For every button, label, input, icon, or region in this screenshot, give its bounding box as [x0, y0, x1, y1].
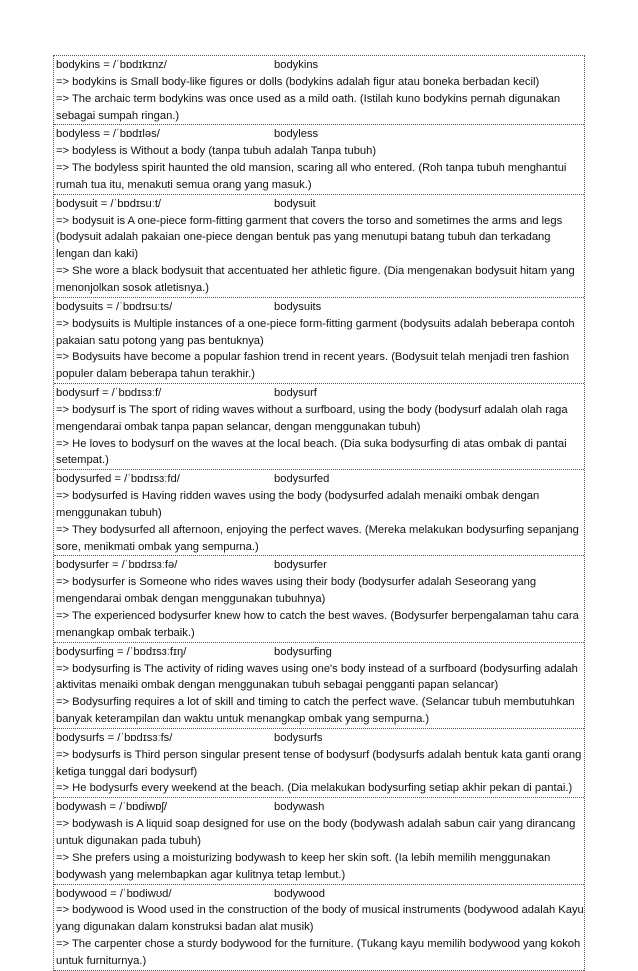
entry-pronunciation: bodysurfing = /ˈbɒdɪsɜːfɪŋ/ — [56, 645, 187, 658]
entry-pronunciation: bodyless = /ˈbɒdɪləs/ — [56, 128, 160, 141]
entry-pronunciation: bodywash = /ˈbɒdiwɒʃ/ — [56, 801, 168, 814]
entry-example: => They bodysurfed all afternoon, enjoying the perfect waves. (Mereka melakukan bodysurfing sepanjang sore, menikmati ombak yang sempurna.) — [56, 523, 579, 553]
entry-word: bodysuits — [274, 300, 322, 313]
entry-pronunciation: bodywood = /ˈbɒdiwʊd/ — [56, 887, 172, 900]
entry-headline — [56, 471, 584, 488]
dictionary-entry — [54, 556, 584, 642]
entry-definition: => bodykins is Small body-like figures or dolls (bodykins adalah figur atau boneka berbadan kecil) — [56, 75, 540, 88]
entry-definition: => bodywood is Wood used in the construction of the body of musical instruments (bodywood adalah Kayu yang digunakan dalam konstruksi badan alat musik) — [56, 904, 584, 934]
dictionary-entry — [54, 298, 584, 384]
entry-definition: => bodysuits is Multiple instances of a one-piece form-fitting garment (bodysuits adalah beberapa contoh pakaian satu potong yang pas bentuknya) — [56, 317, 575, 347]
entry-headline — [56, 196, 584, 213]
entry-example: => He loves to bodysurf on the waves at the local beach. (Dia suka bodysurfing di atas ombak di pantai setempat.) — [56, 437, 567, 467]
entry-word: bodysurfed — [274, 473, 330, 486]
entry-word: bodyless — [274, 128, 319, 141]
entry-word: bodykins — [274, 59, 319, 71]
entry-word: bodysurfer — [274, 559, 327, 572]
dictionary-entry — [54, 729, 584, 798]
entry-definition: => bodysurf is The sport of riding waves without a surfboard, using the body (bodysurf adalah olah raga mengendarai ombak tanpa papan selancar, dengan menggunakan tubuh) — [56, 403, 568, 433]
entry-headline — [56, 57, 584, 74]
entry-example: => The carpenter chose a sturdy bodywood for the furniture. (Tukang kayu memilih bodywood yang kokoh untuk furniturnya.) — [56, 938, 581, 967]
dictionary-entry — [54, 470, 584, 556]
entry-headline — [56, 126, 584, 143]
entry-pronunciation: bodysuit = /ˈbɒdɪsuːt/ — [56, 197, 162, 210]
entry-definition: => bodysurfer is Someone who rides waves using their body (bodysurfer adalah Seseorang yang mengendarai ombak dengan menggunakan tubuhnya) — [56, 576, 537, 606]
dictionary-entry-list — [53, 55, 585, 971]
dictionary-entry — [54, 56, 584, 125]
entry-pronunciation: bodysurfed = /ˈbɒdɪsɜːfd/ — [56, 473, 180, 486]
dictionary-entry — [54, 798, 584, 884]
entry-word: bodysurf — [274, 387, 317, 400]
entry-headline — [56, 385, 584, 402]
entry-pronunciation: bodykins = /ˈbɒdɪkɪnz/ — [56, 59, 167, 71]
entry-headline — [56, 730, 584, 747]
entry-example: => The archaic term bodykins was once used as a mild oath. (Istilah kuno bodykins pernah digunakan sebagai sumpah ringan.) — [56, 92, 561, 122]
entry-definition: => bodyless is Without a body (tanpa tubuh adalah Tanpa tubuh) — [56, 145, 377, 158]
entry-headline — [56, 644, 584, 661]
entry-word: bodywash — [274, 801, 325, 814]
dictionary-entry — [54, 195, 584, 298]
entry-example: => She wore a black bodysuit that accentuated her athletic figure. (Dia mengenakan bodysuit hitam yang menonjolkan sosok atletisnya.) — [56, 265, 575, 294]
entry-pronunciation: bodysurfer = /ˈbɒdɪsɜːfə/ — [56, 559, 178, 572]
entry-pronunciation: bodysurf = /ˈbɒdɪsɜːf/ — [56, 387, 162, 400]
entry-definition: => bodysurfing is The activity of riding waves using one's body instead of a surfboard (bodysurfing adalah aktivitas menaiki ombak dengan menggunakan tubuh sebagai pengganti papan selancar) — [56, 662, 578, 692]
entry-headline — [56, 299, 584, 316]
entry-definition: => bodysurfed is Having ridden waves using the body (bodysurfed adalah menaiki ombak dengan menggunakan tubuh) — [56, 490, 540, 519]
entry-definition: => bodysurfs is Third person singular present tense of bodysurf (bodysurfs adalah bentuk kata ganti orang ketiga tunggal dari bodysurf) — [56, 748, 582, 778]
entry-headline — [56, 557, 584, 574]
entry-word: bodysurfing — [274, 645, 332, 658]
entry-example: => Bodysurfing requires a lot of skill and timing to catch the perfect wave. (Selancar tubuh membutuhkan banyak keterampilan dan waktu untuk menangkap ombak yang sempurna.) — [56, 696, 575, 726]
entry-definition: => bodywash is A liquid soap designed for use on the body (bodywash adalah sabun cair yang dirancang untuk digunakan pada tubuh) — [56, 818, 576, 847]
dictionary-entry — [54, 885, 584, 971]
entry-example: => He bodysurfs every weekend at the beach. (Dia melakukan bodysurfing setiap akhir pekan di pantai.) — [56, 782, 573, 795]
entry-example: => Bodysuits have become a popular fashion trend in recent years. (Bodysuit telah menjadi tren fashion populer dalam beberapa tahun terakhir.) — [56, 351, 570, 381]
entry-pronunciation: bodysurfs = /ˈbɒdɪsɜːfs/ — [56, 731, 173, 744]
dictionary-entry — [54, 125, 584, 194]
entry-headline — [56, 886, 584, 903]
entry-example: => The bodyless spirit haunted the old mansion, scaring all who entered. (Roh tanpa tubuh menghantui rumah tua itu, menakuti semua orang yang masuk.) — [56, 162, 567, 191]
entry-example: => The experienced bodysurfer knew how to catch the best waves. (Bodysurfer berpengalaman tahu cara menangkap ombak terbaik.) — [56, 610, 579, 639]
entry-headline — [56, 799, 584, 816]
dictionary-entry — [54, 643, 584, 729]
dictionary-entry — [54, 384, 584, 470]
entry-word: bodywood — [274, 887, 326, 900]
entry-pronunciation: bodysuits = /ˈbɒdɪsuːts/ — [56, 300, 173, 313]
entry-example: => She prefers using a moisturizing bodywash to keep her skin soft. (Ia lebih memilih menggunakan bodywash yang melembapkan agar kulitnya tetap lembut.) — [56, 851, 551, 881]
entry-word: bodysurfs — [274, 731, 323, 744]
entry-definition: => bodysuit is A one-piece form-fitting garment that covers the torso and sometimes the arms and legs (bodysuit adalah pakaian one-piece dengan bentuk pas yang menutupi batang tubuh dan terkadang lengan dan kaki) — [56, 214, 563, 261]
entry-word: bodysuit — [274, 197, 316, 210]
